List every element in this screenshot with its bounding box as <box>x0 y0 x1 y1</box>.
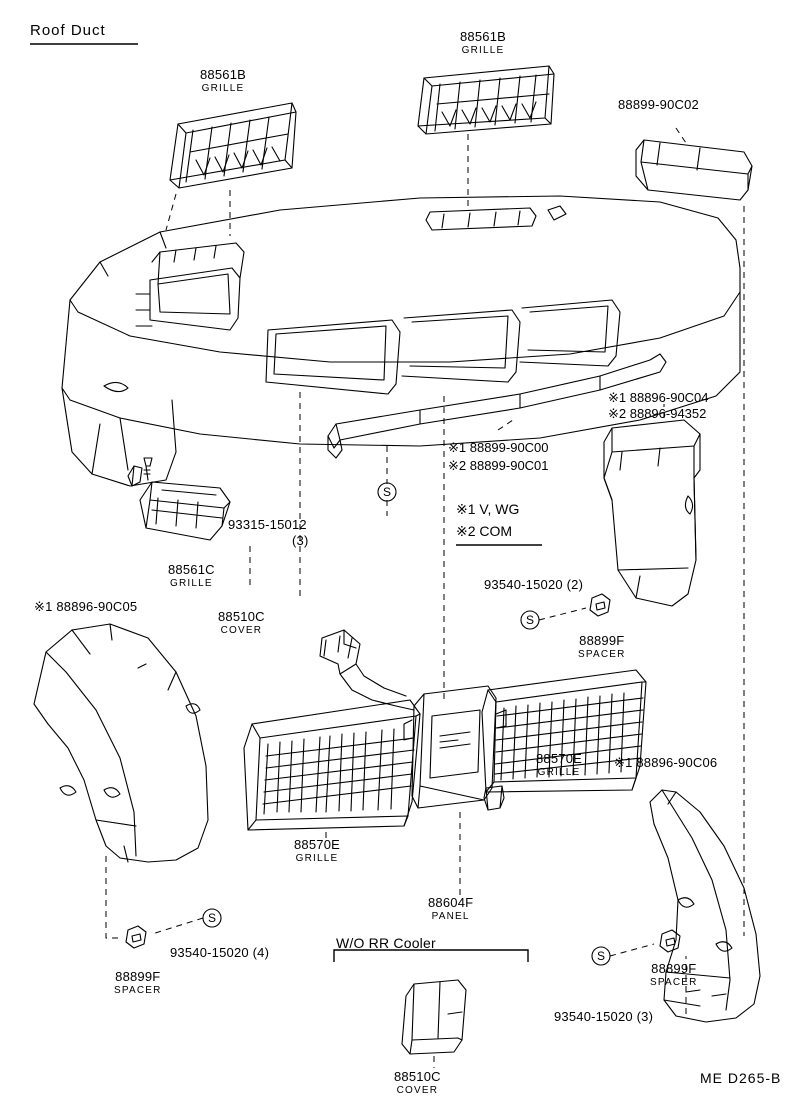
label-cover-bottom <box>394 1070 441 1098</box>
bolt-markers-art <box>203 483 610 965</box>
leader-lines <box>106 128 744 1068</box>
label-cover-bottom-sub: COVER <box>396 1085 439 1096</box>
label-panel-center <box>428 896 473 924</box>
label-grille-left-bottom <box>294 838 340 866</box>
label-grille-left-top-code: 88561B <box>200 67 247 82</box>
marker-s-bolt-left-bottom: S <box>208 911 217 925</box>
label-screw-mid <box>228 518 307 532</box>
note-duct-right-2: ※2 88896-94352 <box>608 406 707 421</box>
label-grille-small-code: 88561C <box>168 562 215 577</box>
label-bolt-right-code: 93540-15020 <box>484 577 563 592</box>
label-panel-right: ※1 88896-90C06 <box>614 755 718 770</box>
grille-mid-top-art <box>418 66 554 134</box>
clip-center-art <box>484 786 504 810</box>
label-bolt-right-qty: (2) <box>566 577 584 592</box>
label-grille-left-top-sub: GRILLE <box>201 83 245 94</box>
label-spacer-right-top-sub: SPACER <box>578 649 626 660</box>
note-duct-right-1: ※1 88896-90C04 <box>608 390 709 405</box>
label-spacer-right-bottom <box>650 962 698 990</box>
label-bolt-right-bottom <box>554 1010 653 1024</box>
label-bolt-right-bottom-qty: (3) <box>636 1009 654 1024</box>
label-bolt-left-bottom <box>170 946 269 960</box>
grille-left-top-art <box>170 103 296 188</box>
label-grille-left-top <box>200 68 246 96</box>
spacer-right-bottom-art <box>660 930 680 952</box>
label-grille-mid-top-code: 88561B <box>460 29 507 44</box>
marker-s-bolt-right: S <box>526 613 535 627</box>
label-cover-bottom-code: 88510C <box>394 1069 441 1084</box>
duct-right-top-art <box>636 140 752 200</box>
label-spacer-left-bottom <box>114 970 162 998</box>
label-panel-center-code: 88604F <box>428 895 474 910</box>
label-screw-mid-code: 93315-15012 <box>228 517 307 532</box>
label-bolt-left-bottom-code: 93540-15020 <box>170 945 249 960</box>
label-grille-mid-top <box>460 30 506 58</box>
legend-line-2: ※2 COM <box>456 523 513 539</box>
label-cover-main-code: 88510C <box>218 609 265 624</box>
label-grille-left-bottom-sub: GRILLE <box>295 853 339 864</box>
marker-s-bolt-right-bottom: S <box>597 949 606 963</box>
label-panel-center-sub: PANEL <box>431 911 470 922</box>
page-title: Roof Duct <box>30 22 106 39</box>
label-duct-right-top-code: 88899-90C02 <box>618 97 699 112</box>
spacer-left-bottom-art <box>126 926 146 948</box>
label-spacer-left-bottom-code: 88899F <box>115 969 161 984</box>
label-grille-right-bottom-code: 88570E <box>536 751 583 766</box>
label-spacer-right-top <box>578 634 626 662</box>
label-bolt-right-bottom-code: 93540-15020 <box>554 1009 633 1024</box>
panel-left-art <box>34 624 208 862</box>
note-duct-hose-1: ※1 88899-90C00 <box>448 440 549 455</box>
label-spacer-right-bottom-code: 88899F <box>651 961 697 976</box>
label-grille-small-sub: GRILLE <box>169 578 213 589</box>
note-duct-hose-2: ※2 88899-90C01 <box>448 458 549 473</box>
label-spacer-left-bottom-sub: SPACER <box>114 985 162 996</box>
panel-center-art <box>404 686 506 808</box>
label-screw-mid-qty: (3) <box>292 533 309 548</box>
label-spacer-right-bottom-sub: SPACER <box>650 977 698 988</box>
label-wo-rr-cooler: W/O RR Cooler <box>336 935 436 951</box>
roof-duct-body-art <box>62 196 740 486</box>
label-grille-mid-top-sub: GRILLE <box>461 45 505 56</box>
clip-small-art <box>128 466 142 486</box>
wire-harness-art <box>320 630 414 710</box>
label-spacer-right-top-code: 88899F <box>579 633 625 648</box>
grille-small-art <box>140 482 230 540</box>
label-grille-left-bottom-code: 88570E <box>294 837 341 852</box>
screw-small-art <box>144 458 152 480</box>
label-cover-main <box>218 610 265 638</box>
label-grille-right-bottom-sub: GRILLE <box>537 767 581 778</box>
label-panel-left: ※1 88896-90C05 <box>34 599 138 614</box>
label-grille-small <box>168 563 215 591</box>
cover-bottom-art <box>402 980 466 1054</box>
label-bolt-right <box>484 578 583 592</box>
duct-right-vertical-art <box>604 420 700 606</box>
label-grille-right-bottom <box>536 752 582 780</box>
spacer-right-top-art <box>590 594 610 616</box>
wo-rr-cooler-bracket <box>334 950 528 962</box>
label-cover-main-sub: COVER <box>220 625 263 636</box>
grille-left-bottom-art <box>244 700 420 830</box>
legend-line-1: ※1 V, WG <box>456 501 520 517</box>
marker-s-screw-mid: S <box>383 485 392 499</box>
label-bolt-left-bottom-qty: (4) <box>252 945 270 960</box>
label-duct-right-top <box>618 98 699 112</box>
footer-code: ME D265-B <box>700 1070 782 1086</box>
